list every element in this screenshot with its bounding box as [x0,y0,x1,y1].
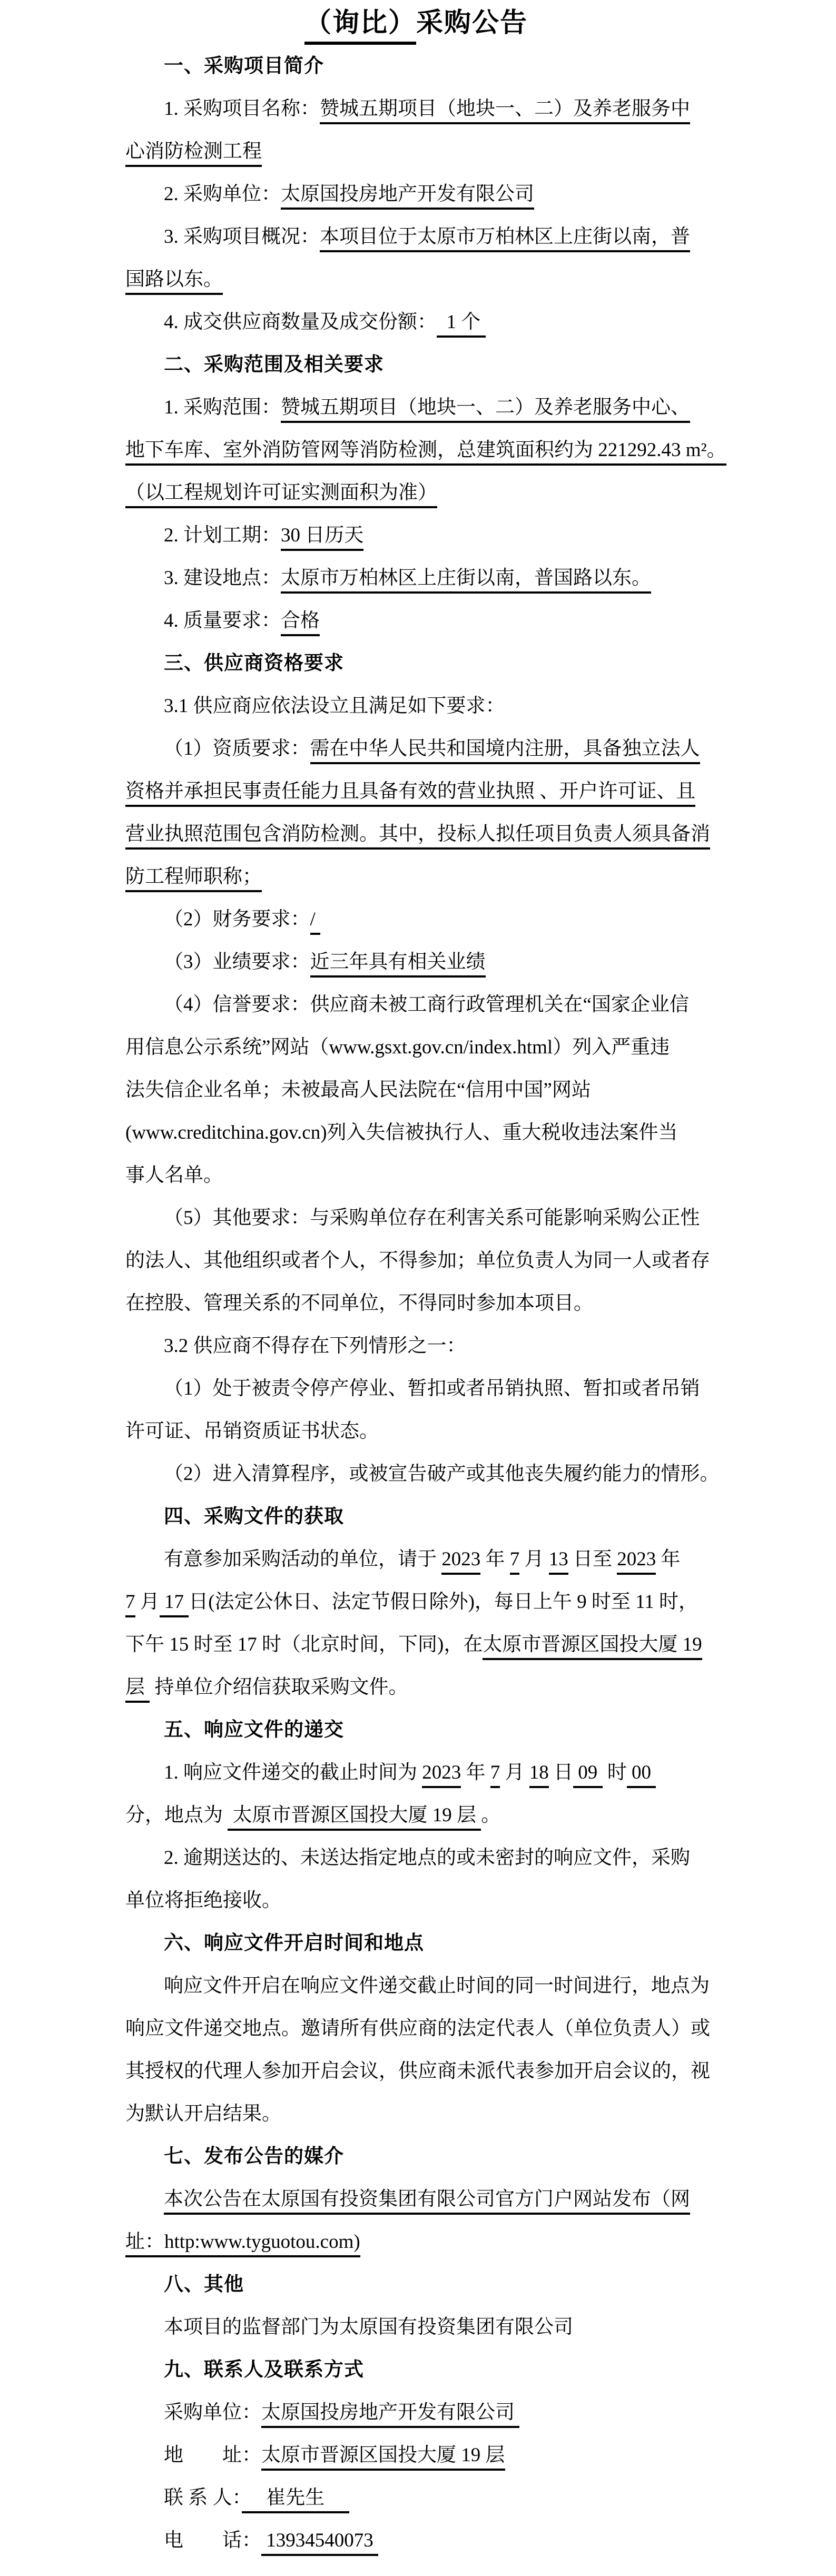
doc-line [125,685,707,727]
section-heading [125,2263,707,2306]
text-segment: 。 [481,1804,501,1826]
underlined-text: 本项目位于太原市万柏林区上庄街以南，普 [320,226,690,252]
underlined-text: / [310,909,321,935]
underlined-text: 太原市晋源区国投大厦 19 [483,1634,702,1660]
doc-line [125,727,707,770]
underlined-text: 2023 [441,1548,480,1575]
text-segment: 响应文件开启在响应文件递交截止时间的同一时间进行，地点为 [164,1975,710,1997]
text-segment: 八、其他 [164,2274,244,2295]
text-segment: 2. 采购单位： [164,183,281,205]
underlined-text: 址：http:www.tyguotou.com) [125,2231,360,2257]
underlined-text: 太原国投房地产开发有限公司 [261,2402,519,2428]
section-heading [125,45,707,87]
text-segment: 采购单位： [164,2402,261,2423]
text-segment: 月 [519,1548,549,1570]
doc-line [125,1965,710,2007]
text-segment: 4. 成交供应商数量及成交份额： [164,311,437,333]
underlined-text: 国路以东。 [125,269,223,295]
section-heading [125,1709,707,1751]
underlined-text: （询比） [304,8,416,45]
doc-line [125,1325,707,1367]
section-heading [125,642,707,685]
doc-line [125,1069,707,1111]
doc-line [125,599,707,642]
text-segment: （2）进入清算程序，或被宣告破产或其他丧失履约能力的情形。 [164,1463,720,1485]
underlined-text: 层 [125,1676,150,1703]
underlined-text: 营业执照范围包含消防检测。其中，投标人拟任项目负责人须具备消 [125,823,710,850]
underlined-text: 赞城五期项目（地块一、二）及养老服务中心、 [281,397,690,423]
doc-line [125,1410,707,1453]
underlined-text: 17 [160,1591,189,1617]
text-segment: 2. 逾期送达的、未送达指定地点的或未密封的响应文件，采购 [164,1847,690,1869]
text-segment: 许可证、吊销资质证书状态。 [125,1420,379,1442]
doc-line [125,1154,707,1197]
doc-line [125,898,707,941]
text-segment: 分，地点为 [125,1804,228,1826]
text-segment: 二、采购范围及相关要求 [164,354,384,376]
text-segment: 日 [548,1762,573,1783]
underlined-text: 2023 [422,1762,461,1788]
text-segment: 九、联系人及联系方式 [164,2359,364,2381]
text-segment: 日(法定公休日、法定节假日除外)，每日上午 9 时至 11 时， [189,1591,699,1613]
text-segment: 的法人、其他组织或者个人，不得参加；单位负责人为同一人或者存 [125,1250,710,1271]
doc-line [125,386,707,429]
doc-line [125,301,707,343]
text-segment: 年 [656,1548,681,1570]
doc-line [125,2178,707,2220]
doc-line [125,2476,707,2519]
doc-line [125,87,707,130]
section-heading [125,1922,707,1965]
doc-line [125,471,707,514]
doc-line [125,258,707,301]
text-segment: 其授权的代理人参加开启会议，供应商未派代表参加开启会议的，视 [125,2060,710,2082]
underlined-text: 太原市晋源区国投大厦 19 层 [228,1804,481,1831]
text-segment: （3）业绩要求： [164,951,310,973]
document-content [125,2,726,2562]
doc-line [125,2306,707,2348]
underlined-text: 7 [510,1548,520,1575]
text-segment: 3. 采购项目概况： [164,226,320,248]
doc-line [125,770,707,813]
text-segment: 七、发布公告的媒介 [164,2146,344,2167]
underlined-text: 地下车库、室外消防管网等消防检测，总建筑面积约为 221292.43 m²。 [125,439,726,466]
underlined-text: （以工程规划许可证实测面积为准） [125,482,437,508]
doc-line [125,1751,707,1794]
underlined-text: 防工程师职称； [125,866,262,892]
section-heading [125,1495,707,1538]
text-segment: 三、供应商资格要求 [164,653,344,674]
doc-line [125,855,707,898]
text-segment: 3.1 供应商应依法设立且满足如下要求： [164,695,505,717]
doc-line [125,1282,707,1325]
doc-line [125,1794,707,1837]
section-heading [125,2348,707,2391]
text-segment: （5）其他要求：与采购单位存在利害关系可能影响采购公正性 [164,1207,700,1229]
text-segment: 3. 建设地点： [164,567,281,589]
doc-line [125,2050,710,2093]
text-segment: 在控股、管理关系的不同单位，不得同时参加本项目。 [125,1292,593,1314]
text-segment: 时 [602,1762,627,1783]
doc-line [125,1026,707,1069]
text-segment: 地 址： [164,2444,261,2466]
text-segment: 响应文件递交地点。邀请所有供应商的法定代表人（单位负责人）或 [125,2018,710,2039]
text-segment: 1. 响应文件递交的截止时间为 [164,1762,422,1783]
doc-line [125,2391,707,2434]
text-segment: 四、采购文件的获取 [164,1506,344,1527]
text-segment: 五、响应文件的递交 [164,1719,344,1741]
underlined-text: 13934540073 [261,2530,378,2556]
underlined-text: 7 [490,1762,500,1788]
doc-line [125,1197,707,1239]
underlined-text: 资格并承担民事责任能力且具备有效的营业执照 、开户许可证、且 [125,781,695,807]
doc-line [125,557,707,599]
underlined-text: 心消防检测工程 [125,141,262,167]
underlined-text: 18 [529,1762,549,1788]
doc-line [125,2519,707,2562]
text-segment: 月 [135,1591,160,1613]
underlined-text: 13 [549,1548,568,1575]
doc-line [125,429,726,471]
doc-title [125,2,707,45]
text-segment: 本项目的监督部门为太原国有投资集团有限公司 [164,2316,573,2338]
text-segment: 年 [480,1548,510,1570]
text-segment: 一、采购项目简介 [164,55,324,77]
doc-line [125,173,707,215]
doc-line [125,1879,707,1922]
text-segment: 有意参加采购活动的单位，请于 [164,1548,442,1570]
doc-line [125,1623,707,1666]
underlined-text: 00 [627,1762,656,1788]
doc-line [125,1453,720,1495]
underlined-text: 太原市万柏林区上庄街以南，普国路以东。 [281,567,651,594]
underlined-text: 09 [573,1762,603,1788]
section-heading [125,2135,707,2178]
underlined-text: 太原市晋源区国投大厦 19 层 [261,2444,505,2471]
doc-line [125,1239,710,1282]
doc-line [125,215,707,258]
text-segment: (www.creditchina.gov.cn)列入失信被执行人、重大税收违法案件当 [125,1122,678,1143]
text-segment: 下午 15 时至 17 时（北京时间，下同)，在 [125,1634,483,1655]
text-segment: 采购公告 [416,8,528,38]
underlined-text: 崔先生 [242,2487,349,2513]
underlined-text: 需在中华人民共和国境内注册，具备独立法人 [310,738,700,764]
text-segment: 日至 [568,1548,617,1570]
text-segment: 为默认开启结果。 [125,2103,281,2125]
doc-line [125,941,707,983]
doc-line [125,813,710,855]
underlined-text: 赞城五期项目（地块一、二）及养老服务中 [320,98,690,124]
text-segment: 2. 计划工期： [164,525,281,546]
doc-line [125,1837,707,1879]
text-segment: （4）信誉要求：供应商未被工商行政管理机关在“国家企业信 [164,994,689,1015]
doc-line [125,514,707,557]
doc-line [125,2434,707,2476]
text-segment: 联 系 人： [164,2487,242,2509]
underlined-text: 30 日历天 [281,525,363,551]
text-segment: 持单位介绍信获取采购文件。 [150,1676,408,1698]
text-segment: （1）处于被责令停产停业、暂扣或者吊销执照、暂扣或者吊销 [164,1378,700,1399]
text-segment: 4. 质量要求： [164,610,281,631]
text-segment: 1. 采购项目名称： [164,98,320,120]
doc-line [125,1581,707,1623]
text-segment: 月 [500,1762,529,1783]
underlined-text: 2023 [617,1548,656,1575]
underlined-text: 本次公告在太原国有投资集团有限公司官方门户网站发布（网 [164,2188,690,2215]
doc-line [125,130,707,173]
doc-line [125,1367,707,1410]
text-segment: 1. 采购范围： [164,397,281,418]
doc-line [125,2220,707,2263]
underlined-text: 1 个 [437,311,486,338]
text-segment: 电 话： [164,2530,261,2551]
underlined-text: 近三年具有相关业绩 [310,951,486,978]
doc-line [125,983,707,1026]
underlined-text: 7 [125,1591,135,1617]
doc-line [125,1538,707,1581]
doc-line [125,1111,707,1154]
doc-line [125,2093,707,2135]
doc-line [125,2007,710,2050]
doc-line [125,1666,707,1709]
underlined-text: 太原国投房地产开发有限公司 [281,183,534,210]
text-segment: 年 [461,1762,490,1783]
section-heading [125,343,707,386]
text-segment: 事人名单。 [125,1164,223,1186]
text-segment: 六、响应文件开启时间和地点 [164,1932,424,1954]
text-segment: （1）资质要求： [164,738,310,759]
text-segment: 用信息公示系统”网站（www.gsxt.gov.cn/index.html）列入严重违 [125,1037,670,1058]
text-segment: （2）财务要求： [164,909,310,930]
text-segment: 法失信企业名单；未被最高人民法院在“信用中国”网站 [125,1079,591,1101]
text-segment: 3.2 供应商不得存在下列情形之一： [164,1335,466,1357]
text-segment: 单位将拒绝接收。 [125,1890,281,1911]
underlined-text: 合格 [281,610,320,636]
